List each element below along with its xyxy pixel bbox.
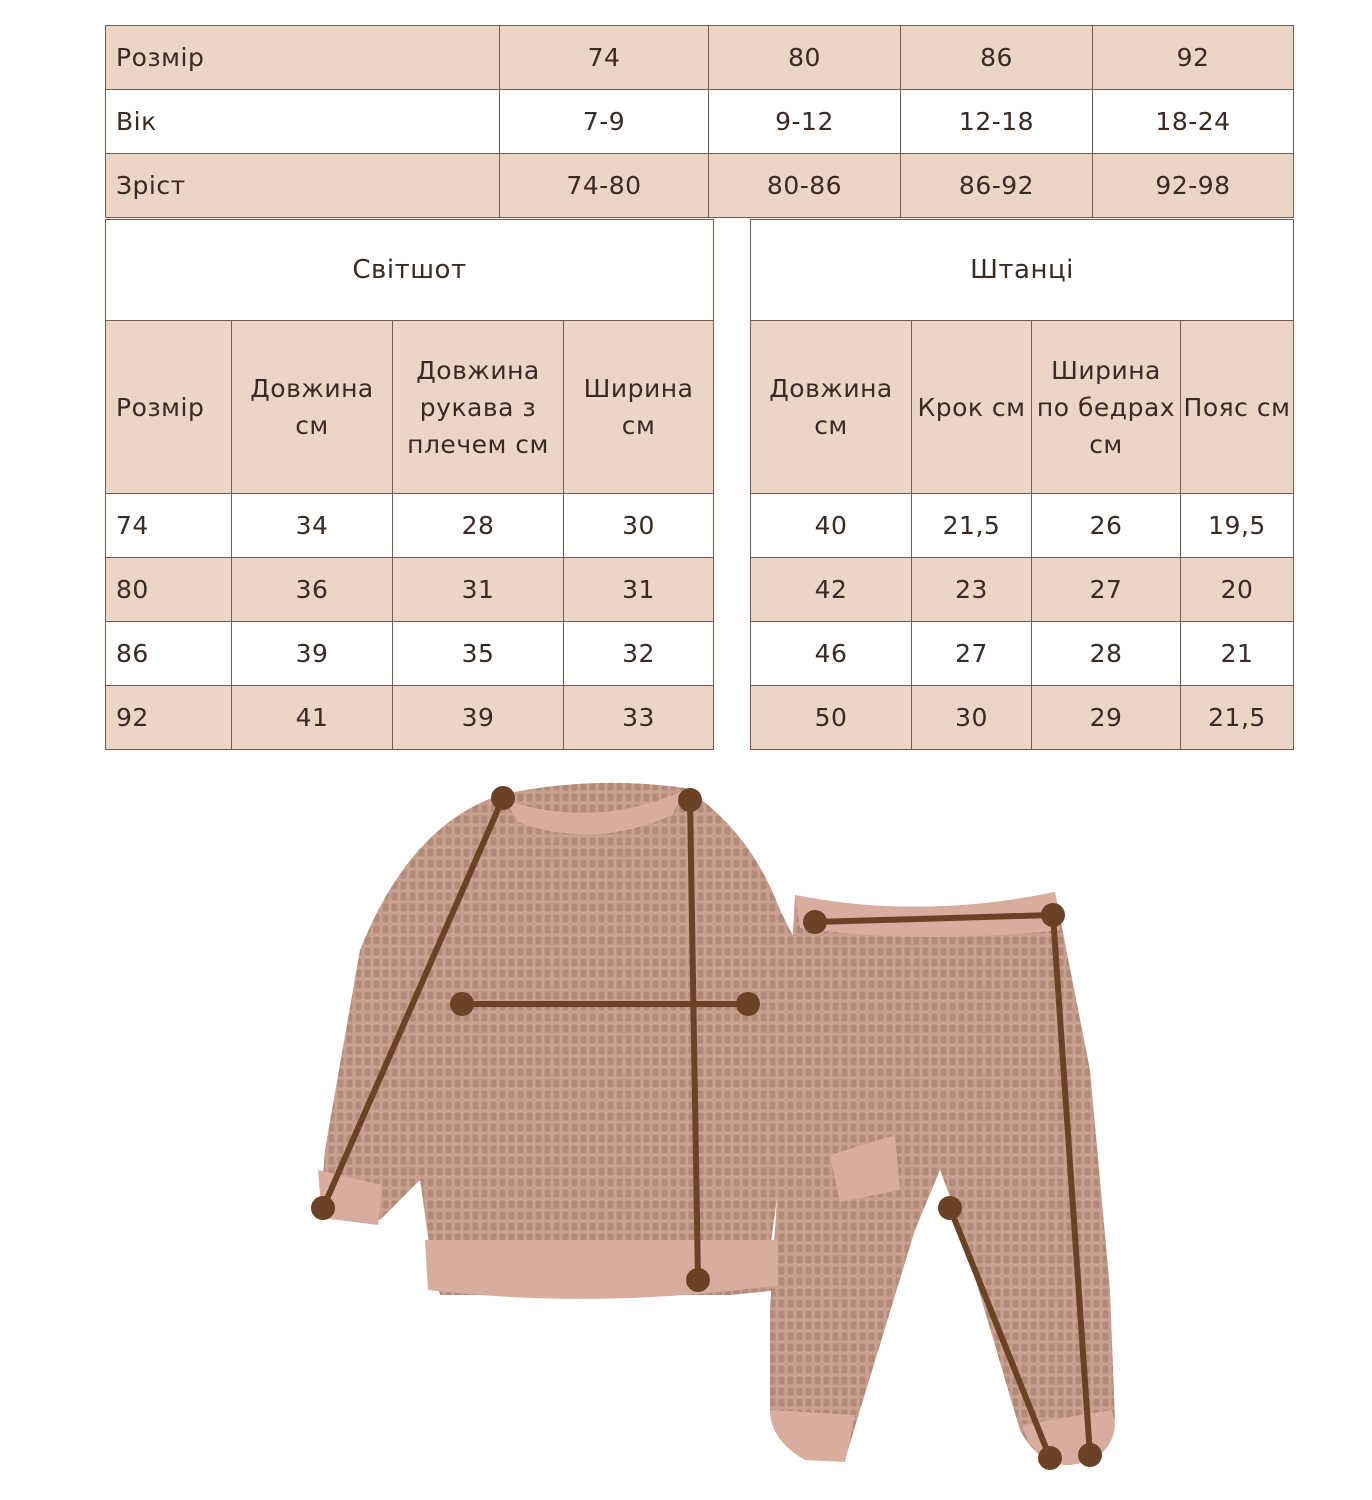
- table-cell: 39: [393, 686, 564, 750]
- table-cell: 80: [709, 26, 901, 90]
- table-cell: 34: [232, 494, 393, 558]
- measure-point: [1038, 1446, 1062, 1470]
- table-cell: 31: [393, 558, 564, 622]
- table-cell: 20: [1181, 558, 1294, 622]
- table-cell: 92: [106, 686, 232, 750]
- table-row: [106, 90, 1294, 154]
- pants-illustration: [770, 892, 1115, 1465]
- row-label: Зріст: [106, 154, 500, 218]
- table-cell: 31: [564, 558, 714, 622]
- table-cell: 30: [912, 686, 1032, 750]
- table-cell: 28: [393, 494, 564, 558]
- table-cell: 92: [1093, 26, 1294, 90]
- sweatshirt-title: Світшот: [106, 220, 714, 321]
- table-header-row: [751, 321, 1294, 494]
- table-row: [751, 622, 1294, 686]
- size-age-height-table: [105, 25, 1294, 218]
- garment-measurement-illustration: [300, 770, 1140, 1490]
- table-cell: 29: [1032, 686, 1181, 750]
- sweatshirt-hem: [425, 1240, 778, 1299]
- pants-left-cuff: [770, 1410, 855, 1462]
- table-cell: 33: [564, 686, 714, 750]
- table-cell: 42: [751, 558, 912, 622]
- measure-point: [1078, 1443, 1102, 1467]
- measure-point: [1041, 903, 1065, 927]
- table-cell: 28: [1032, 622, 1181, 686]
- table-cell: 86: [106, 622, 232, 686]
- measure-point: [311, 1196, 335, 1220]
- measure-point: [450, 992, 474, 1016]
- table-cell: 27: [912, 622, 1032, 686]
- measure-point: [938, 1196, 962, 1220]
- table-cell: 35: [393, 622, 564, 686]
- table-title-row: [751, 220, 1294, 321]
- measure-point: [736, 992, 760, 1016]
- column-header: Ширина см: [564, 321, 714, 494]
- table-cell: 74-80: [500, 154, 709, 218]
- table-title-row: [106, 220, 714, 321]
- table-cell: 27: [1032, 558, 1181, 622]
- column-header: Довжина см: [232, 321, 393, 494]
- table-cell: 21,5: [912, 494, 1032, 558]
- table-cell: 18-24: [1093, 90, 1294, 154]
- table-cell: 86: [901, 26, 1093, 90]
- table-cell: 7-9: [500, 90, 709, 154]
- measure-point: [803, 910, 827, 934]
- table-cell: 39: [232, 622, 393, 686]
- table-row: [751, 494, 1294, 558]
- table-row: [106, 622, 714, 686]
- table-cell: 46: [751, 622, 912, 686]
- row-label: Вік: [106, 90, 500, 154]
- pants-body: [770, 892, 1115, 1461]
- table-row: [106, 686, 714, 750]
- table-cell: 80-86: [709, 154, 901, 218]
- column-header: Крок см: [912, 321, 1032, 494]
- table-cell: 36: [232, 558, 393, 622]
- table-row: [106, 494, 714, 558]
- table-row: [106, 558, 714, 622]
- table-cell: 21: [1181, 622, 1294, 686]
- table-cell: 92-98: [1093, 154, 1294, 218]
- table-cell: 23: [912, 558, 1032, 622]
- sweatshirt-table: [105, 219, 714, 750]
- table-row: [751, 686, 1294, 750]
- column-header: Ширина по бедрах см: [1032, 321, 1181, 494]
- column-header: Довжина рукава з плечем см: [393, 321, 564, 494]
- table-cell: 74: [500, 26, 709, 90]
- column-header: Пояс см: [1181, 321, 1294, 494]
- table-cell: 32: [564, 622, 714, 686]
- row-label: Розмір: [106, 26, 500, 90]
- table-row: [106, 26, 1294, 90]
- table-cell: 19,5: [1181, 494, 1294, 558]
- column-header: Розмір: [106, 321, 232, 494]
- table-cell: 80: [106, 558, 232, 622]
- table-cell: 40: [751, 494, 912, 558]
- table-header-row: [106, 321, 714, 494]
- table-cell: 12-18: [901, 90, 1093, 154]
- column-header: Довжина см: [751, 321, 912, 494]
- table-cell: 30: [564, 494, 714, 558]
- table-cell: 21,5: [1181, 686, 1294, 750]
- table-cell: 50: [751, 686, 912, 750]
- table-cell: 86-92: [901, 154, 1093, 218]
- table-cell: 26: [1032, 494, 1181, 558]
- table-cell: 9-12: [709, 90, 901, 154]
- measure-point: [491, 786, 515, 810]
- table-cell: 74: [106, 494, 232, 558]
- pants-title: Штанці: [751, 220, 1294, 321]
- table-cell: 41: [232, 686, 393, 750]
- table-row: [751, 558, 1294, 622]
- measure-point: [678, 788, 702, 812]
- measure-point: [686, 1268, 710, 1292]
- table-row: [106, 154, 1294, 218]
- pants-table: [750, 219, 1294, 750]
